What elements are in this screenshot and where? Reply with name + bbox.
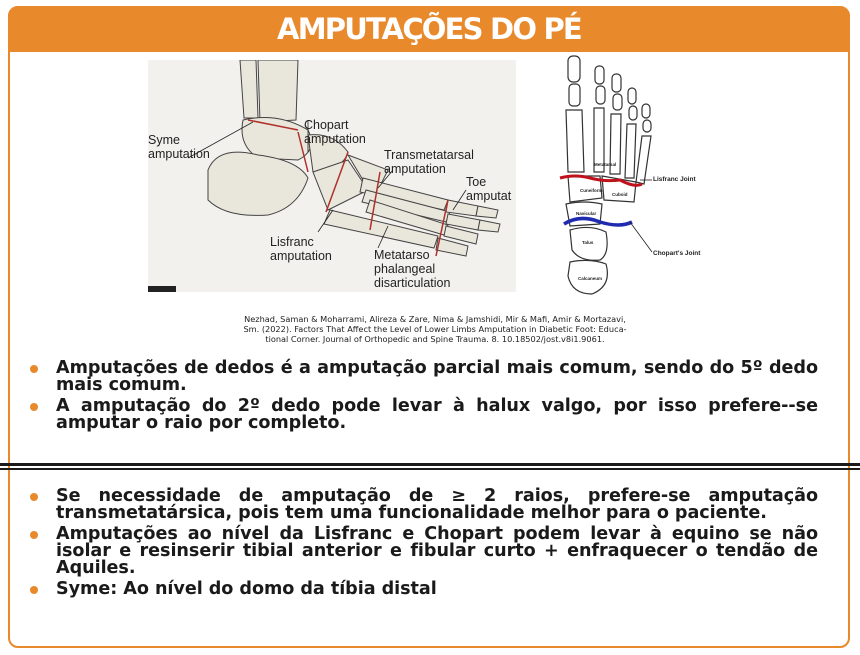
calcaneum-label: Calcaneum — [578, 276, 603, 281]
syme-amputation-label: Syme amputation — [148, 133, 210, 161]
cuneiform-label: Cuneiform — [580, 188, 603, 193]
list-item: Se necessidade de amputação de ≥ 2 raios, prefere-se amputação transmetatársica, pois tem uma funcionalidade melhor para o paciente. — [28, 488, 818, 522]
chopart-amputation-label: Chopart amputation — [304, 118, 366, 146]
list-item: A amputação do 2º dedo pode levar à halux valgo, por isso prefere--se amputar o raio por completo. — [28, 398, 818, 432]
bullet-dot-icon — [30, 493, 38, 501]
foot-lateral-diagram — [148, 60, 516, 292]
foot-lateral-illustration — [148, 60, 516, 292]
page-title: AMPUTAÇÕES DO PÉ — [277, 12, 581, 46]
bullet-list-bottom — [28, 488, 818, 602]
talus-label: Talus — [582, 240, 594, 245]
lisfranc-amputation-label: Lisfranc amputation — [270, 235, 332, 263]
bullet-dot-icon — [30, 586, 38, 594]
choparts-joint-label: Chopart's Joint — [653, 250, 701, 257]
cuboid-label: Cuboid — [612, 192, 628, 197]
figure-citation: Nezhad, Saman & Moharrami, Alireza & Zare, Nima & Jamshidi, Mir & Mafi, Amir & Mortazavi, Sm. (2022). Factors That Affect the Level of Lower Limbs Amputation in Diabetic Foot: Educa- tional Corner. Journal of Orthopedic and Spine Trauma. 8. 10.18502/jost.v8i1.9061. — [243, 314, 627, 344]
section-divider — [0, 463, 860, 471]
foot-skeleton-diagram — [540, 54, 710, 296]
title-bar — [8, 6, 850, 52]
lisfranc-joint-label: Lisfranc Joint — [653, 176, 696, 183]
bullet-dot-icon — [30, 403, 38, 411]
list-item: Syme: Ao nível do domo da tíbia distal — [28, 581, 818, 598]
transmetatarsal-amputation-label: Transmetatarsal amputation — [384, 148, 474, 176]
list-item: Amputações ao nível da Lisfranc e Chopart podem levar à equino se não isolar e resinserir tibial anterior e fibular curto + enfraquecer o tendão de Aquiles. — [28, 526, 818, 577]
metatarsal-label: Metatarsal — [594, 162, 617, 167]
bullet-dot-icon — [30, 531, 38, 539]
metatarso-phalangeal-label: Metatarso phalangeal disarticulation — [374, 248, 451, 290]
foot-skeleton-illustration — [540, 54, 710, 296]
list-item: Amputações de dedos é a amputação parcial mais comum, sendo do 5º dedo mais comum. — [28, 360, 818, 394]
toe-amputation-label: Toe amputat — [466, 175, 512, 203]
navicular-label: Navicular — [576, 211, 597, 216]
bullet-dot-icon — [30, 365, 38, 373]
bullet-list-top — [28, 360, 818, 436]
